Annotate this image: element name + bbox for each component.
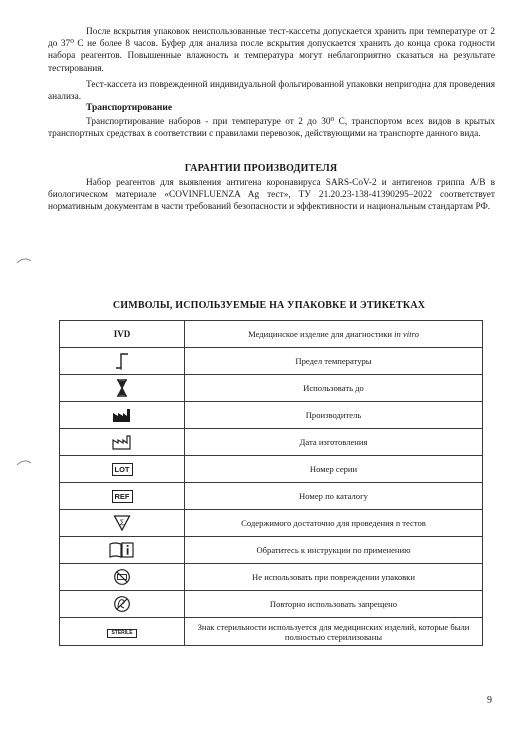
- symbol-cell: [60, 591, 185, 618]
- guarantee-paragraph: Набор реагентов для выявления антигена коронавируса SARS-CoV-2 и антигенов гриппа A/B в биологическом материале «COVINFLUENZA Ag тест», ТУ 21.20.23-138-41390295–2022 соответствует нормативным документам в части требований безопасности и эффективности и национальным стандартам РФ.: [48, 178, 495, 213]
- description-text: Дата изготовления: [299, 437, 368, 447]
- table-row: [60, 537, 483, 564]
- description-text: Обратитесь к инструкции по применению: [256, 545, 411, 555]
- table-row: [60, 591, 483, 618]
- description-cell: [185, 375, 483, 402]
- table-row: [60, 375, 483, 402]
- ref-icon: REF: [112, 490, 133, 503]
- table-row: [60, 402, 483, 429]
- manufacturer-icon: [112, 407, 132, 423]
- symbol-cell: [60, 537, 185, 564]
- symbols-table: [59, 320, 483, 646]
- table-row: [60, 510, 483, 537]
- description-cell: [185, 429, 483, 456]
- page-number: 9: [487, 695, 492, 706]
- description-cell: [185, 510, 483, 537]
- storage-paragraph: После вскрытия упаковок неиспользованные тест-кассеты допускается хранить при температуре от 2 до 37⁰ С не более 8 часов. Буфер для анализа после вскрытия допускается хранить до конца срока годности набора реагентов. Повышенные влажность и температура могут неблагоприятно сказаться на результате тестирования.: [48, 27, 495, 74]
- description-text: Производитель: [305, 410, 362, 420]
- lot-icon: LOT: [112, 463, 133, 476]
- temperature-limit-icon: [113, 351, 131, 371]
- description-cell: [185, 483, 483, 510]
- transport-heading: Транспортирование: [86, 103, 173, 113]
- sigma-symbol: ∑: [119, 519, 125, 526]
- description-text: Не использовать при повреждении упаковки: [252, 572, 415, 582]
- symbol-cell: [60, 483, 185, 510]
- symbol-cell: [60, 456, 185, 483]
- consult-instructions-icon: [109, 541, 135, 559]
- description-text: Знак стерильности используется для медицинских изделий, которые были полностью стерилизованы: [197, 621, 470, 642]
- symbol-cell: [60, 510, 185, 537]
- table-row: [60, 564, 483, 591]
- symbol-cell: [60, 618, 185, 646]
- symbol-cell: [60, 564, 185, 591]
- table-row: [60, 348, 483, 375]
- do-not-reuse-icon: [113, 595, 131, 613]
- sterile-icon: STERILE: [107, 629, 136, 638]
- description-cell: [185, 564, 483, 591]
- description-cell: [185, 456, 483, 483]
- description-text: Содержимого достаточно для проведения n тестов: [241, 518, 426, 528]
- description-text: Предел температуры: [295, 356, 372, 366]
- symbol-cell: [60, 375, 185, 402]
- description-text: Номер серии: [309, 464, 358, 474]
- table-row: [60, 618, 483, 646]
- manufacture-date-icon: [112, 434, 132, 450]
- damaged-package-paragraph: Тест-кассета из поврежденной индивидуальной фольгированной упаковки непригодна для проведения анализа.: [48, 80, 495, 103]
- description-cell: [185, 591, 483, 618]
- symbol-cell: [60, 321, 185, 348]
- table-row: [60, 429, 483, 456]
- description-italic: in vitro: [394, 329, 419, 339]
- ivd-symbol: IVD: [113, 329, 131, 339]
- margin-mark: [16, 458, 32, 466]
- guarantee-heading: ГАРАНТИИ ПРОИЗВОДИТЕЛЯ: [184, 163, 338, 174]
- sufficient-for-icon: [113, 514, 131, 532]
- symbol-cell: [60, 348, 185, 375]
- table-row: [60, 483, 483, 510]
- description-cell: [185, 321, 483, 348]
- symbol-cell: [60, 402, 185, 429]
- description-cell: [185, 348, 483, 375]
- description-text: Повторно использовать запрещено: [269, 599, 398, 609]
- description-text: Использовать до: [303, 383, 364, 393]
- transport-paragraph: Транспортирование наборов - при температуре от 2 до 30⁰ С, транспортом всех видов в крытых транспортных средствах в соответствии с правилами перевозок, действующими на транспорте данного вида.: [48, 117, 495, 140]
- symbols-heading: СИМВОЛЫ, ИСПОЛЬЗУЕМЫЕ НА УПАКОВКЕ И ЭТИКЕТКАХ: [112, 300, 426, 311]
- symbol-cell: [60, 429, 185, 456]
- hourglass-icon: [115, 378, 129, 398]
- description-cell: [185, 402, 483, 429]
- description-cell: [185, 537, 483, 564]
- do-not-use-damaged-icon: [113, 568, 131, 586]
- description-text: Номер по каталогу: [299, 491, 368, 501]
- margin-mark: [16, 256, 32, 264]
- table-row: [60, 456, 483, 483]
- description-cell: [185, 618, 483, 646]
- description-text: Медицинское изделие для диагностики: [248, 329, 395, 339]
- table-row: [60, 321, 483, 348]
